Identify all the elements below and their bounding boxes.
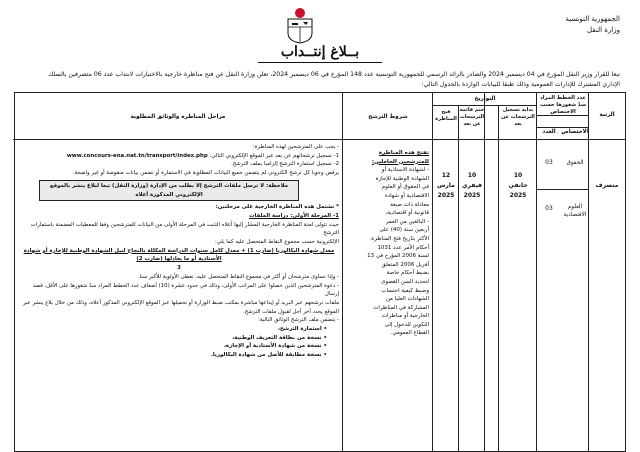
header-plan: عدد الخطط المراد سدّ شغورها حسب الاختصاص — [539, 95, 587, 115]
header-exam-opening: فتح المناظرة — [435, 109, 457, 122]
header-registration-start: بداية تسجيل الترشحات عن بعد — [501, 107, 535, 127]
republic-label: الجمهورية التونسية — [565, 15, 620, 23]
header-rank: الرتبة — [599, 112, 615, 118]
header-specialty: الاختصاص — [561, 129, 589, 135]
stages-line: حيث تتولى لجنة المناظرة الخارجية المشار إليها أعلاه التثبت في المرحلة الأولى من البيانات للمترشحين وفقا للمعطيات المضمنة باستمارات الترشح — [30, 221, 339, 237]
header-registration-end: ختم قائمة الترشحات عن بعد — [459, 107, 485, 127]
issuer-header — [460, 14, 620, 36]
conditions-line: أفريل 2006 المتعلق — [381, 261, 429, 268]
dates-subheader-line — [433, 105, 537, 106]
conditions-line: قانونية أو اقتصادية، — [385, 210, 429, 217]
table-divider — [432, 93, 433, 451]
header-stages: مراحل المناظرة والوثائق المطلوبة — [130, 114, 226, 120]
specialty-row-line — [537, 189, 589, 190]
notice-title: بــلاغ إنتــداب — [280, 44, 360, 60]
intro-paragraph — [18, 70, 620, 90]
conditions-line: الشهادات العليا من — [385, 296, 429, 303]
recruitment-table — [14, 92, 626, 452]
exam-month: مارس — [437, 182, 455, 189]
conditions-line: في الحقوق أو العلوم — [381, 184, 429, 191]
stages-text — [19, 143, 339, 360]
header-count: العدد — [542, 129, 556, 135]
stages-line: يرفض وجوبا كل ترشح الكتروني لم يتضمن جميع البيانات المطلوبة في الاستمارة أو تضمن بيانات منقوصة أو غير واضحة. — [72, 170, 339, 177]
stages-line: الموقع يحدد آخر أجل لقبول ملفات الترشح. — [243, 308, 339, 315]
exam-opening-date — [433, 171, 459, 201]
specialty-economics-count: 03 — [545, 205, 553, 212]
stages-line: الإلكترونية حسب مجموع النقاط المتحصل عليه كما يلي: — [214, 239, 339, 246]
conditions-line: المشاركة في المناظرات — [373, 304, 429, 311]
specialty-economics: العلوم الاقتصادية — [563, 204, 587, 218]
stages-line: ملفات ترشحهم عبر البريد أو إيداعها مباشرة بمكتب ضبط الوزارة أو تحميلها عبر الموقع الإلكتروني المذكور أعلاه، وذلك من خلال بلاغ ينشر عبر — [22, 299, 339, 306]
document-item: • نسخة من بطاقة التعريف الوطنية، — [232, 334, 327, 341]
ministry-label: وزارة النقل — [586, 26, 620, 34]
conditions-line: الاقتصادية أو شهادة — [384, 192, 429, 199]
document-item: • نسخة من شهادة الأستاذية أو الإجازة، — [223, 343, 327, 350]
conditions-line: الأكثر بتاريخ فتح المناظرة. — [369, 235, 429, 242]
stages-line: - يجب على المترشحين لهذه المناظرة: — [252, 144, 339, 150]
table-divider — [536, 93, 537, 451]
start-day: 10 — [513, 172, 523, 179]
conditions-text — [349, 149, 429, 338]
conditions-line: أربعين سنة (40) على — [379, 227, 429, 234]
header-bottom-line — [13, 139, 625, 140]
registration-start-date — [499, 171, 537, 201]
stages-line: 1- المرحلة الأولى: دراسة الملفات — [249, 212, 339, 219]
tunisia-coat-of-arms-icon — [270, 6, 330, 44]
end-month: فيفري — [462, 182, 482, 189]
specialty-law: الحقوق — [566, 160, 584, 166]
table-divider — [484, 93, 485, 451]
rank-value: متصرف — [595, 182, 619, 189]
registration-end-date — [459, 171, 485, 201]
registration-url-link[interactable]: www.concours-ena.nat.tn/transport/index.php — [66, 152, 208, 159]
start-year: 2025 — [509, 192, 527, 199]
exam-day: 12 — [441, 172, 451, 179]
note-box: ملاحظة: لا ترسل ملفات الترشح إلا بطلب من الإدارة (وزارة النقل) تبعا لبلاغ ينشر بالموقع الإلكتروني المذكورة أعلاه — [39, 180, 299, 201]
stages-line: - يتضمن ملف الترشح الوثائق التالية: — [258, 317, 339, 324]
conditions-line: لسنة 2006 المؤرخ في 13 — [367, 253, 429, 260]
header-conditions: شروط الترشح — [368, 114, 408, 120]
conditions-line: - لشهادة الاستاذية أو — [381, 167, 429, 174]
scoring-divisor: 3 — [177, 265, 181, 272]
table-divider — [342, 93, 343, 451]
end-day: 10 — [467, 172, 477, 179]
specialty-law-count: 03 — [545, 159, 553, 166]
intro-line-1: تبعا للقرار وزير النقل المؤرخ في 04 ديسمبر 2024 والصادر بالرائد الرسمي للجمهورية التونسية عدد 148 المؤرخ في 06 ديسمبر 2024، تعلن وزارة النقل عن فتح مناظرة خارجية بالاختبارات لانتداب عدد 06 متصرفين بالسلك — [48, 71, 620, 78]
end-year: 2025 — [463, 192, 481, 199]
stages-line: * تشتمل هذه المناظرة الخارجية على مرحلتين: — [215, 204, 339, 211]
conditions-line: بضبط أحكام خاصة — [386, 270, 429, 277]
conditions-line: تفتح هذه المناظرة للمترشحين الحاملين: — [371, 150, 429, 165]
conditions-line: وضبط كيفية احتساب — [381, 287, 429, 294]
table-divider — [458, 105, 459, 451]
document-item: • نسخة مطابقة للأصل من شهادة البكالوريا. — [210, 352, 327, 359]
header-dates: التواريخ — [474, 96, 496, 102]
title-underline — [258, 62, 382, 63]
conditions-line: التكوين للدخول إلى — [384, 321, 429, 328]
conditions-line: أحكام الأمر عدد 1031 — [377, 244, 429, 251]
stages-step-1: 1- تسجيل ترشحاتهم عن بعد عبر الموقع الإلكتروني التالي: — [209, 152, 339, 159]
conditions-line: معادلة ذات صبغة — [390, 201, 429, 208]
conditions-line: - البالغين من العمر — [385, 218, 429, 225]
exam-year: 2025 — [437, 192, 455, 199]
table-divider — [498, 105, 499, 451]
conditions-line: الشهادة الوطنية للإجازة — [375, 175, 429, 182]
document-item: • استمارة الترشح، — [277, 326, 327, 333]
stages-line: 2- تسجيل استمارة الترشح إلزاميا بملف الترشح. — [231, 161, 339, 168]
start-month: جانفي — [508, 182, 528, 189]
conditions-line: لتحديد السن القصوى — [381, 278, 429, 285]
stages-line: - دعوة المترشحين الذين حصلوا على المراتب الأولى، وذلك في حدود عشرة (10) أضعاف عدد الخطط المراد سدّ شغورها على الأقل، قصد إرسال — [32, 282, 339, 298]
conditions-line: الخارجية أو مناظرات — [381, 313, 429, 320]
stages-line — [19, 152, 339, 161]
conditions-line: القطاع العمومي. — [390, 330, 429, 337]
intro-line-2: الإداري المشترك للإدارات العمومية وذلك طبقا للبيانات الواردة بالجدول التالي: — [421, 81, 620, 88]
stages-line: - وإذا تساوى مترشحان أو أكثر في مجموع النقاط المتحصل عليه، تعطى الأولوية للأكبر سنا. — [137, 273, 339, 280]
table-divider — [588, 93, 589, 451]
scoring-formula: معدل شهادة البكالوريا (ضارب 1) + معدل كامل سنوات الدراسة المكللة بالنجاح لنيل الشهادة الوطنية للإجازة أو شهادة الأستاذية أو ما يعادلها (ضارب 2) — [23, 247, 335, 263]
